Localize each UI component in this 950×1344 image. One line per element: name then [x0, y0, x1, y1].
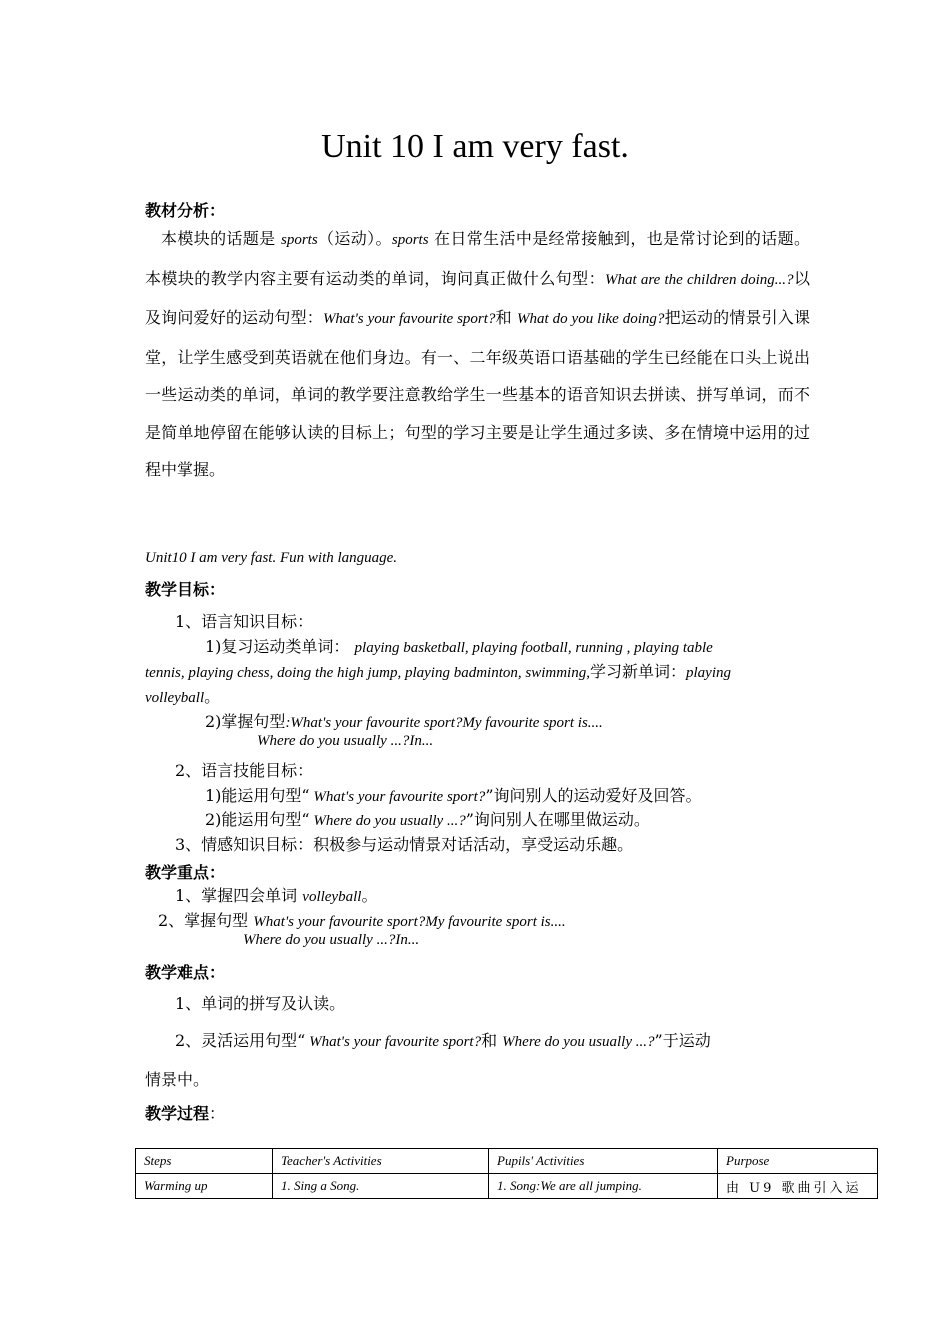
objective-2-1-b: ”询问别人的运动爱好及回答。: [485, 786, 702, 805]
analysis-english-run: What do you like doing?: [517, 311, 665, 327]
process-heading-text: 教学过程: [145, 1104, 210, 1123]
column-header-teacher: Teacher's Activities: [273, 1149, 489, 1174]
column-header-pupils: Pupils' Activities: [489, 1149, 718, 1174]
objective-1: 1、语言知识目标：: [175, 612, 314, 631]
column-header-steps: Steps: [136, 1149, 273, 1174]
objective-1-2: [205, 709, 603, 732]
objective-1-1-line-a: [205, 634, 713, 657]
objective-2-2: [205, 807, 650, 830]
objective-3: 3、情感知识目标：积极参与运动情景对话活动，享受运动乐趣。: [175, 835, 634, 854]
process-heading-colon: ：: [209, 1104, 226, 1123]
analysis-english-run: sports: [391, 232, 429, 248]
analysis-heading: 教材分析：: [145, 201, 226, 220]
key-points-heading: 教学重点：: [145, 863, 226, 882]
difficulty-2-b: ”于运动: [654, 1031, 711, 1050]
key-point-2-a: 2、掌握句型: [158, 911, 254, 930]
objective-1-2-prefix: 2)掌握句型: [205, 712, 286, 731]
analysis-text: [145, 229, 810, 479]
key-point-1-b: 。: [361, 886, 378, 905]
analysis-chinese-run: （运动）。: [317, 229, 392, 248]
difficulty-2: [175, 1028, 711, 1051]
analysis-english-run: What are the children doing...?: [605, 271, 794, 288]
objective-2: 2、语言技能目标：: [175, 761, 314, 780]
objective-1-1-prefix: 1)复习运动类单词：: [205, 637, 350, 656]
cell-purpose: 由 U9 歌曲引入运: [718, 1174, 878, 1199]
key-point-1-a: 1、掌握四会单词: [175, 886, 303, 905]
key-point-2: [158, 908, 566, 931]
objective-1-1-words-a: playing basketball, playing football, running , playing table: [354, 640, 713, 656]
objective-1-1-new-en: playing: [686, 665, 731, 681]
objective-1-1-new-en-b: volleyball: [145, 690, 205, 706]
analysis-chinese-run: 在日常生活中是经常接触到，也是常讨论到的话题。本模块的教学内容主要有运动类的单词，询问真正做什么句型：: [145, 229, 810, 288]
objective-1-1-new: 学习新单词：: [589, 662, 686, 681]
process-heading: [145, 1101, 225, 1124]
cell-pupils: 1. Song:We are all jumping.: [489, 1174, 718, 1199]
analysis-paragraph: [145, 220, 810, 489]
difficulty-2-a: 2、灵活运用句型“: [175, 1031, 306, 1050]
analysis-english-run: What's your favourite sport?: [322, 311, 496, 327]
objective-2-2-b: ”询问别人在哪里做运动。: [465, 810, 650, 829]
column-header-purpose: Purpose: [718, 1149, 878, 1174]
analysis-chinese-run: 和: [495, 308, 518, 327]
analysis-chinese-run: 本模块的话题是: [161, 229, 281, 248]
difficulty-2-mid: 和: [481, 1031, 503, 1050]
page-title: Unit 10 I am very fast.: [321, 128, 629, 165]
cell-steps: Warming up: [136, 1174, 273, 1199]
difficulty-2-en2: Where do you usually ...?: [502, 1034, 655, 1050]
objective-1-1-line-b: [145, 659, 731, 682]
objective-2-1-a: 1)能运用句型“: [205, 786, 310, 805]
objective-1-1-line-c: [145, 684, 220, 707]
objective-1-1-words-b: tennis, playing chess, doing the high jump, playing badminton, swimming,: [145, 665, 590, 681]
key-point-1-en: volleyball: [302, 889, 362, 905]
process-table: [135, 1148, 878, 1199]
objective-2-1: [205, 783, 702, 806]
objective-2-1-en: What's your favourite sport?: [309, 789, 486, 805]
objective-1-1-end: 。: [204, 687, 221, 706]
objective-2-2-en: Where do you usually ...?: [309, 813, 466, 829]
lesson-subtitle: Unit10 I am very fast. Fun with language.: [145, 550, 398, 566]
objective-2-2-a: 2)能运用句型“: [205, 810, 310, 829]
difficulty-1: 1、单词的拼写及认读。: [175, 994, 346, 1013]
analysis-chinese-run: 把运动的情景引入课堂，让学生感受到英语就在他们身边。有一、二年级英语口语基础的学生已经能在口头上说出一些运动类的单词，单词的教学要注意教给学生一些基本的语音知识去拼读、拼写单词，而不是简单地停留在能够认读的目标上；句型的学习主要是让学生通过多读、多在情境中运用的过程中掌握。: [145, 308, 810, 479]
objective-1-2-en-b: Where do you usually ...?In...: [257, 733, 434, 749]
objective-1-2-en: :What's your favourite sport?My favourite sport is....: [285, 715, 603, 731]
table-row: [136, 1174, 878, 1199]
analysis-chinese-run: 以及询问爱好的运动句型：: [145, 268, 810, 327]
difficulty-2-continued: 情景中。: [145, 1070, 210, 1089]
analysis-english-run: sports: [281, 232, 318, 248]
key-point-1: [175, 883, 377, 906]
key-point-2-en-b: Where do you usually ...?In...: [243, 932, 420, 948]
cell-teacher: 1. Sing a Song.: [273, 1174, 489, 1199]
table-header-row: [136, 1149, 878, 1174]
difficulties-heading: 教学难点：: [145, 963, 226, 982]
difficulty-2-en1: What's your favourite sport?: [305, 1034, 482, 1050]
key-point-2-en: What's your favourite sport?My favourite sport is....: [253, 914, 566, 930]
objectives-heading: 教学目标：: [145, 580, 226, 599]
